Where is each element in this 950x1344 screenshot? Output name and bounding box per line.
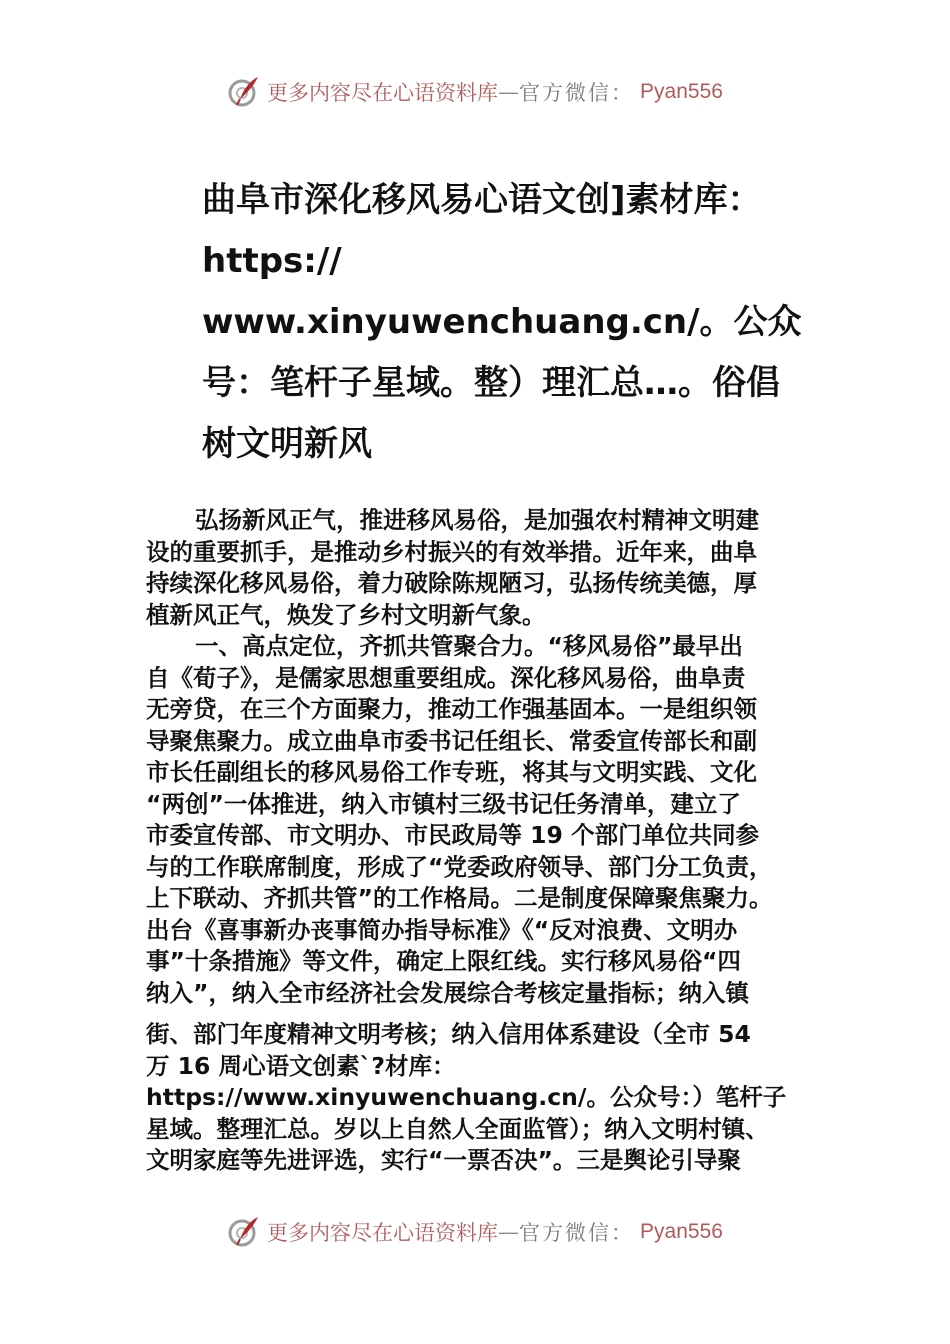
body-line: 持续深化移风易俗，着力破除陈规陋习，弘扬传统美德，厚 — [146, 569, 757, 597]
title-line: www.xinyuwenchuang.cn/。公众 — [202, 302, 802, 342]
body-line: 文明家庭等先进评选，实行“一票否决”。三是舆论引导聚 — [146, 1146, 741, 1174]
body-line: 导聚焦聚力。成立曲阜市委书记任组长、常委宣传部长和副 — [146, 726, 757, 755]
body-line: 市委宣传部、市文明办、市民政局等 19 个部门单位共同参 — [146, 821, 760, 849]
body-line: 街、部门年度精神文明考核；纳入信用体系建设（全市 54 — [146, 1020, 751, 1048]
banner-wechat-label: 官方微信： — [519, 1221, 635, 1245]
body-line: 无旁贷，在三个方面聚力，推动工作强基固本。一是组织领 — [146, 695, 757, 723]
body-line: 设的重要抓手，是推动乡村振兴的有效举措。近年来，曲阜 — [146, 537, 757, 566]
body-line: 一、高点定位，齐抓共管聚合力。“移风易俗”最早出 — [195, 632, 743, 660]
document-title — [202, 170, 842, 475]
body-line: 市长任副组长的移风易俗工作专班，将其与文明实践、文化 — [146, 758, 757, 786]
banner-text: 更多内容尽在心语资料库 — [267, 1221, 499, 1245]
footer-banner — [0, 1212, 950, 1252]
body-line: https://www.xinyuwenchuang.cn/。公众号：）笔杆子 — [146, 1083, 787, 1111]
header-banner — [0, 72, 950, 112]
title-line: https:// — [202, 241, 342, 281]
banner-account: Pyan556 — [640, 1220, 723, 1243]
quill-logo-icon — [227, 1214, 263, 1250]
body-line: 与的工作联席制度，形成了“党委政府领导、部门分工负责， — [146, 852, 773, 881]
body-line: 纳入”，纳入全市经济社会发展综合考核定量指标；纳入镇 — [146, 978, 749, 1007]
body-line: 自《荀子》，是儒家思想重要组成。深化移风易俗，曲阜责 — [146, 663, 746, 692]
body-line: 植新风正气，焕发了乡村文明新气象。 — [146, 600, 546, 629]
title-line: 树文明新风 — [202, 424, 372, 464]
body-line: 出台《喜事新办丧事简办指导标准》《“反对浪费、文明办 — [146, 915, 738, 944]
body-line: 上下联动、齐抓共管”的工作格局。二是制度保障聚焦聚力。 — [146, 884, 773, 912]
title-line: 曲阜市深化移风易心语文创]素材库： — [202, 180, 762, 220]
banner-text: 更多内容尽在心语资料库 — [267, 81, 499, 105]
quill-logo-icon — [227, 74, 263, 110]
body-line: 星域。整理汇总。岁以上自然人全面监管）；纳入文明村镇、 — [146, 1114, 769, 1143]
document-body — [146, 505, 822, 1177]
banner-wechat-label: 官方微信： — [519, 81, 635, 105]
body-line: “两创”一体推进，纳入市镇村三级书记任务清单，建立了 — [146, 789, 741, 818]
banner-separator: — — [498, 1220, 520, 1244]
body-line: 万 16 周心语文创素`?材库： — [146, 1051, 456, 1080]
body-line: 事”十条措施》等文件，确定上限红线。实行移风易俗“四 — [146, 947, 741, 975]
banner-separator: — — [498, 80, 520, 104]
body-line: 弘扬新风正气，推进移风易俗，是加强农村精神文明建 — [195, 506, 759, 534]
banner-account: Pyan556 — [640, 80, 723, 103]
title-line: 号：笔杆子星域。整）理汇总…。俗倡 — [202, 363, 780, 403]
